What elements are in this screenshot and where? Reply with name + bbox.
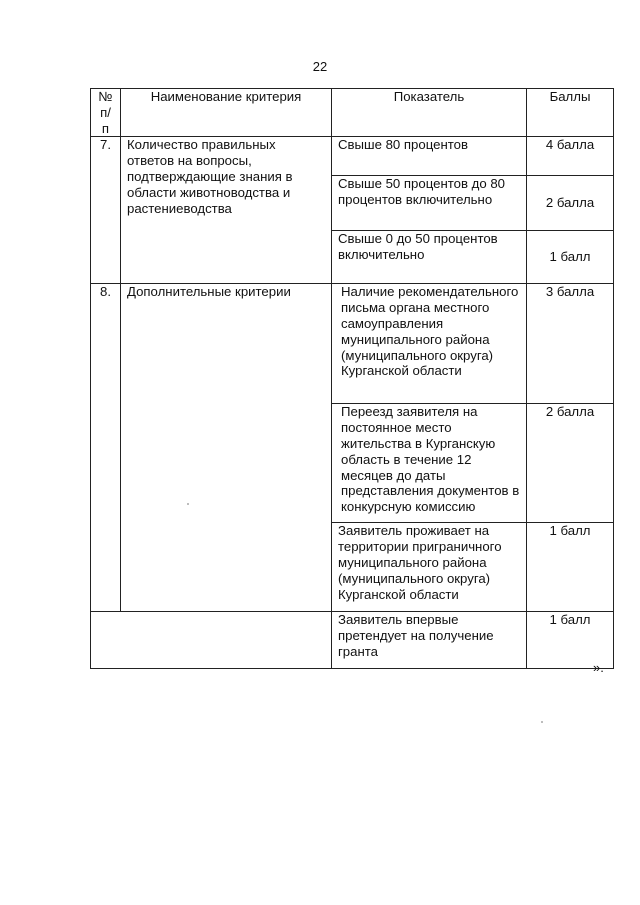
indicator-cell: Заявитель проживает на территории приграничного муниципального района (муниципального округа) Курганской области: [332, 523, 527, 612]
table-row: [91, 284, 614, 404]
points-cell: 4 балла: [527, 137, 614, 176]
points-cell: 2 балла: [527, 404, 614, 523]
closing-quote-mark: ».: [593, 660, 604, 675]
indicator-cell: Свыше 0 до 50 процентов включительно: [332, 231, 527, 284]
scan-speck: [541, 721, 543, 723]
criterion-number: 7.: [91, 137, 121, 284]
header-points: Баллы: [527, 89, 614, 137]
header-criterion-name: Наименование критерия: [121, 89, 332, 137]
page-number: 22: [312, 59, 328, 74]
points-cell: 1 балл: [527, 612, 614, 669]
header-indicator: Показатель: [332, 89, 527, 137]
empty-cell: [91, 612, 332, 669]
scan-speck: [187, 503, 189, 505]
points-cell: 3 балла: [527, 284, 614, 404]
points-cell: 1 балл: [527, 231, 614, 284]
indicator-cell: Переезд заявителя на постоянное место жительства в Курганскую область в течение 12 месяцев до даты представления документов в конкурсную комиссию: [332, 404, 527, 523]
points-cell: 1 балл: [527, 523, 614, 612]
table-row: [91, 137, 614, 176]
criterion-name: Количество правильных ответов на вопросы, подтверждающие знания в области животноводства и растениеводства: [121, 137, 332, 284]
indicator-cell: Заявитель впервые претендует на получение гранта: [332, 612, 527, 669]
table-header-row: [91, 89, 614, 137]
criteria-table: [90, 88, 614, 669]
indicator-cell: Свыше 80 процентов: [332, 137, 527, 176]
indicator-cell: Свыше 50 процентов до 80 процентов включительно: [332, 176, 527, 231]
points-cell: 2 балла: [527, 176, 614, 231]
indicator-cell: Наличие рекомендательного письма органа местного самоуправления муниципального района (муниципального округа) Курганской области: [332, 284, 527, 404]
criterion-number: 8.: [91, 284, 121, 612]
criterion-name: Дополнительные критерии: [121, 284, 332, 612]
header-number: № п/п: [91, 89, 121, 137]
table-row: [91, 612, 614, 669]
